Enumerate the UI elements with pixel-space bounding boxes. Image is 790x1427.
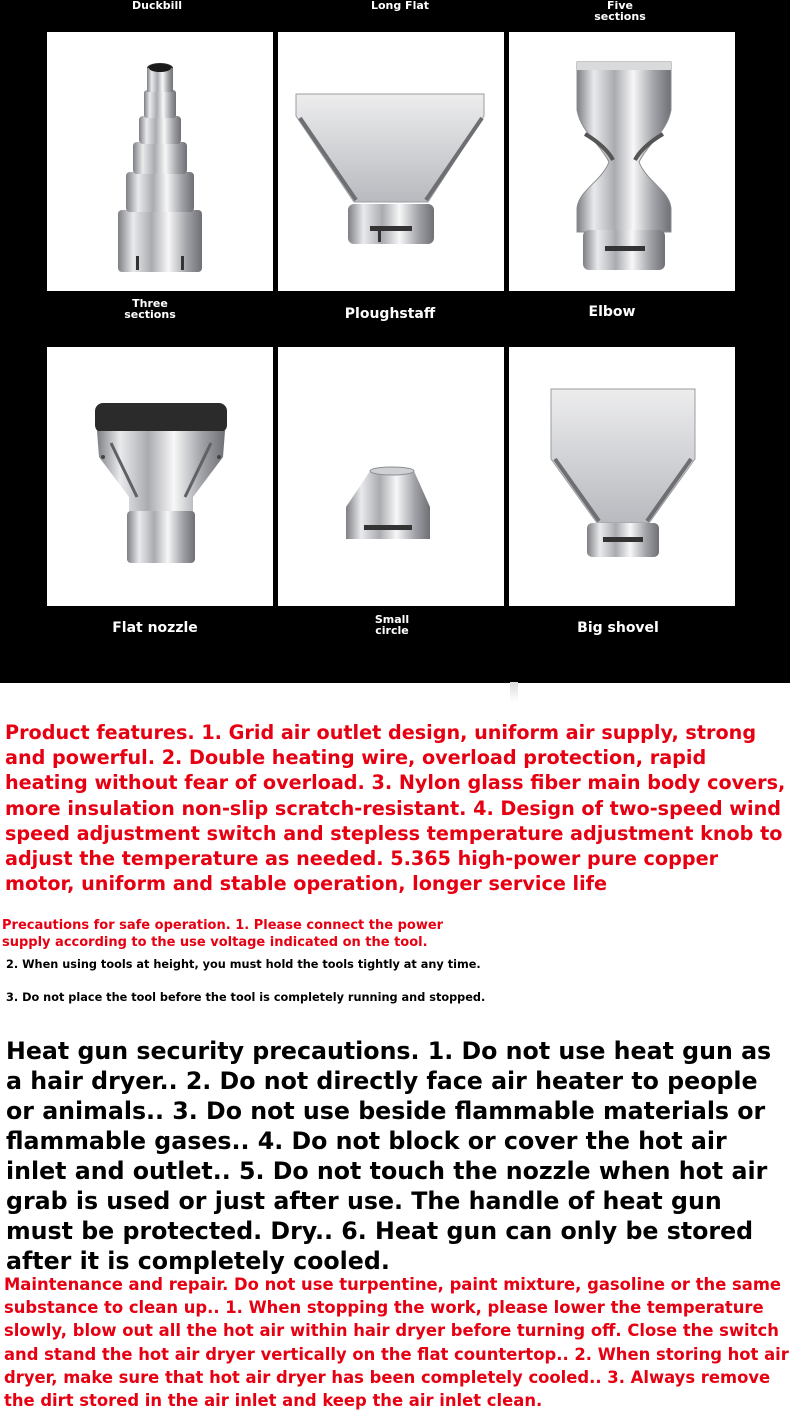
tile-small-circle [278, 347, 504, 606]
caption-big-shovel: Big shovel [577, 620, 659, 636]
nozzle-catalog-panel [0, 0, 790, 683]
tile-three-sections [47, 32, 273, 291]
flat-nozzle-icon [47, 347, 273, 606]
caption-flat-nozzle: Flat nozzle [112, 620, 198, 636]
maintenance-text: Maintenance and repair. Do not use turpentine, paint mixture, gasoline or the same substance to clean up.. 1. When stopping the work, please lower the temperature slowly, blow out all the hot air within hair dryer before turning off. Close the switch and stand the hot air dryer vertically on the flat countertop.. 2. When storing hot air dryer, make sure that hot air dryer has been completely cooled.. 3. Always remove the dirt stored in the air inlet and keep the air inlet clean. [4, 1275, 789, 1411]
top-label-duckbill: Duckbill [132, 0, 182, 12]
small-circle-nozzle-icon [278, 347, 504, 606]
ploughstaff-nozzle-icon [278, 32, 504, 291]
caption-small-circle-line1: Small [374, 613, 410, 626]
top-label-five-sections-line1: Five [607, 0, 633, 12]
caption-three-sections [124, 298, 176, 320]
safe-operation-item-2: 2. When using tools at height, you must hold the tools tightly at any time. [6, 958, 481, 971]
caption-three-sections-line1: Three [132, 297, 168, 310]
product-features-text: Product features. 1. Grid air outlet design, uniform air supply, strong and powerful. 2. Double heating wire, overload protection, rapid heating without fear of overload. 3. Nylon glass fiber main body covers, more insulation non-slip scratch-resistant. 4. Design of two-speed wind speed adjustment switch and stepless temperature adjustment knob to adjust the temperature as needed. 5.365 high-power pure copper motor, uniform and stable operation, longer service life [5, 721, 786, 896]
tile-flat-nozzle [47, 347, 273, 606]
tile-big-shovel [509, 347, 735, 606]
tile-elbow [509, 32, 735, 291]
big-shovel-nozzle-icon [509, 347, 735, 606]
caption-elbow: Elbow [588, 304, 636, 320]
caption-small-circle [375, 614, 409, 636]
tile-ploughstaff [278, 32, 504, 291]
divider-mark [510, 682, 518, 702]
safe-operation-intro: Precautions for safe operation. 1. Please connect the power supply according to the use voltage indicated on the tool. [2, 918, 444, 950]
caption-ploughstaff: Ploughstaff [344, 306, 436, 322]
top-label-long-flat: Long Flat [370, 0, 430, 12]
three-sections-nozzle-icon [47, 32, 273, 291]
safe-operation-item-3: 3. Do not place the tool before the tool is completely running and stopped. [6, 991, 486, 1004]
top-label-five-sections [594, 0, 646, 22]
caption-three-sections-line2: sections [124, 308, 176, 321]
security-precautions-text: Heat gun security precautions. 1. Do not use heat gun as a hair dryer.. 2. Do not directly face air heater to people or animals.. 3. Do not use beside flammable materials or flammable gases.. 4. Do not block or cover the hot air inlet and outlet.. 5. Do not touch the nozzle when hot air grab is used or just after use. The handle of heat gun must be protected. Dry.. 6. Heat gun can only be stored after it is completely cooled. [6, 1037, 772, 1275]
elbow-nozzle-icon [509, 32, 735, 291]
caption-small-circle-line2: circle [375, 624, 409, 637]
top-label-five-sections-line2: sections [594, 10, 646, 23]
